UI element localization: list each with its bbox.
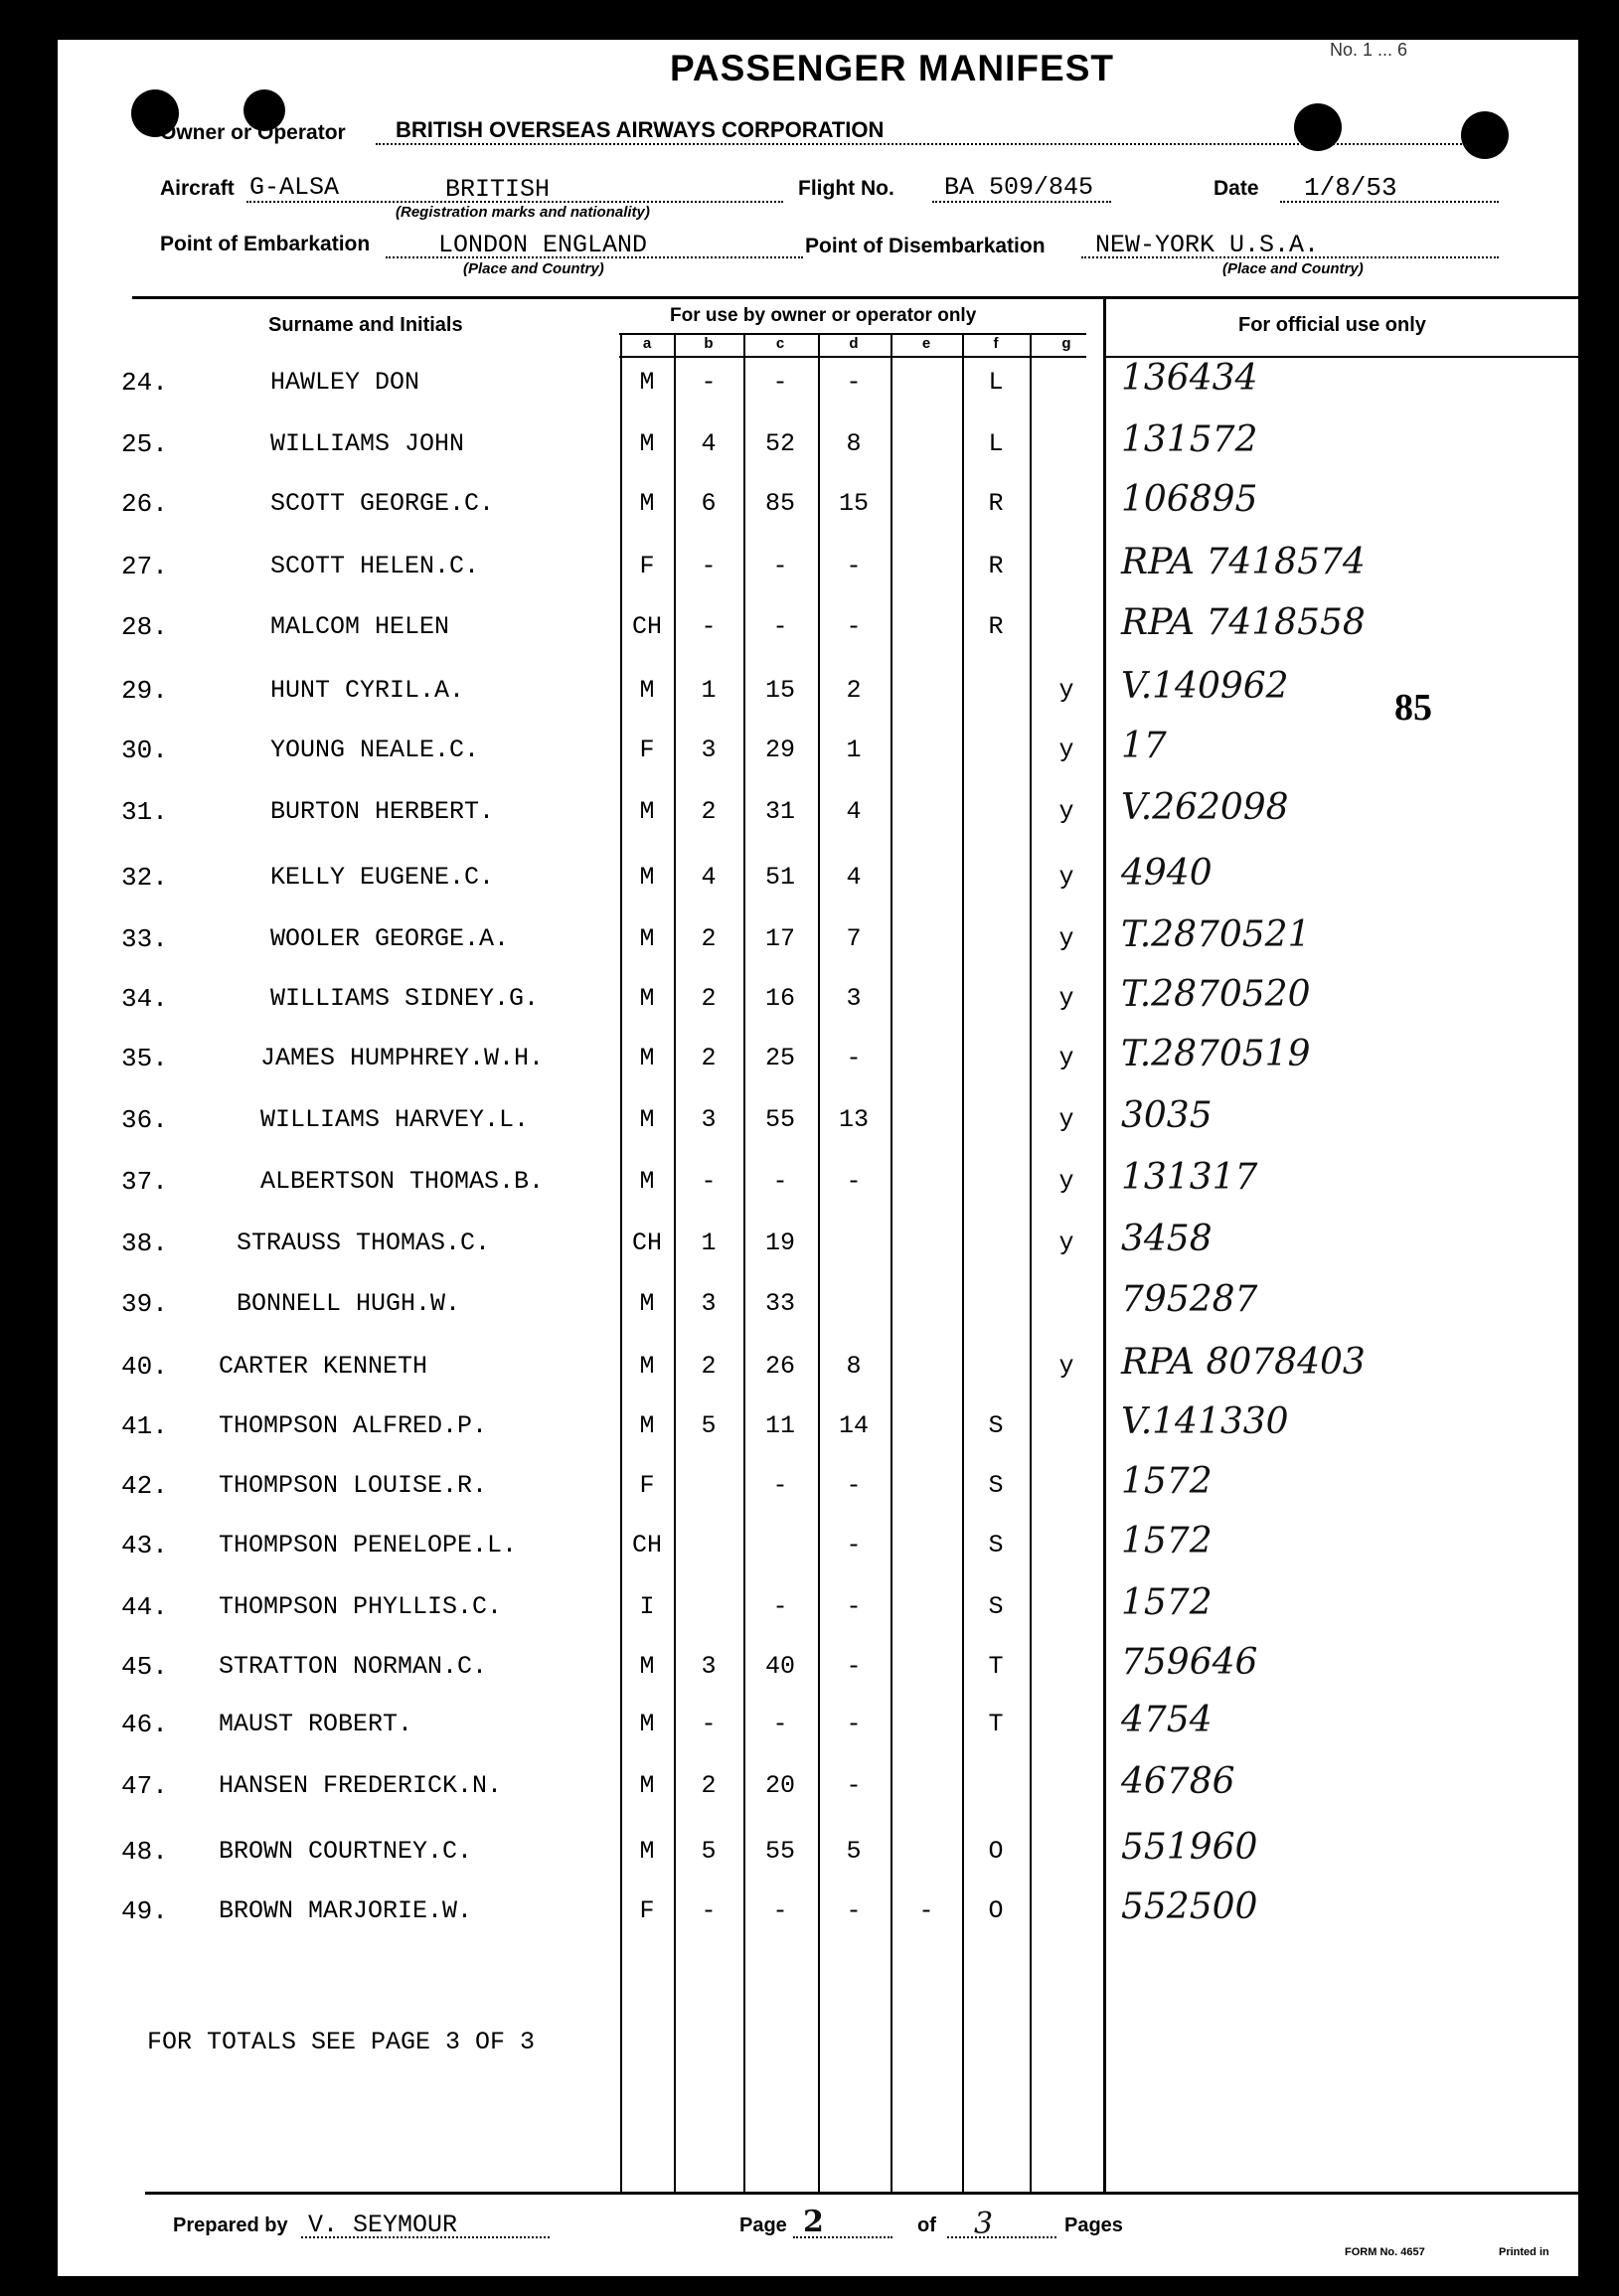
prepared-dotted-line [301, 2236, 550, 2238]
row-number: 34. [121, 984, 168, 1014]
surname-header: Surname and Initials [268, 314, 463, 336]
row-number: 25. [121, 429, 168, 459]
cell-c: - [772, 612, 788, 641]
row-number: 32. [121, 863, 168, 893]
cell-b: 3 [701, 1289, 717, 1318]
cell-b: 5 [701, 1411, 717, 1440]
cell-a: M [639, 984, 655, 1013]
cell-d: 13 [838, 1105, 869, 1134]
cell-a: M [639, 489, 655, 518]
header-bottom-rule [619, 356, 1086, 358]
cell-d: - [846, 1531, 862, 1559]
passenger-name: WILLIAMS HARVEY.L. [260, 1105, 530, 1134]
manifest-sheet [58, 40, 1578, 2276]
official-entry: RPA 7418574 [1121, 542, 1366, 582]
cell-a: CH [631, 1531, 662, 1559]
cell-b: 3 [701, 736, 717, 764]
page-dotted-line [793, 2236, 892, 2238]
cell-f: T [988, 1710, 1004, 1738]
cell-a: M [639, 429, 655, 458]
cell-f: S [988, 1411, 1004, 1440]
column-letter: b [704, 335, 714, 352]
cell-c: 85 [764, 489, 795, 518]
disembark-label: Point of Disembarkation [805, 235, 1046, 257]
aircraft-label: Aircraft [160, 177, 235, 200]
cell-d: - [846, 552, 862, 580]
official-entry: 17 [1121, 726, 1167, 766]
col-line-g [1030, 333, 1032, 2192]
cell-d: - [846, 1167, 862, 1196]
cell-c: - [772, 1896, 788, 1925]
official-entry: 3035 [1121, 1095, 1213, 1136]
column-letter: f [993, 335, 999, 352]
row-number: 47. [121, 1771, 168, 1801]
cell-c: 20 [764, 1771, 795, 1800]
cell-c: 40 [764, 1652, 795, 1681]
official-entry: 131317 [1121, 1157, 1258, 1198]
cell-a: M [639, 1411, 655, 1440]
passenger-name: KELLY EUGENE.C. [270, 863, 495, 892]
passenger-name: WILLIAMS JOHN [270, 429, 465, 458]
owner-dotted-line [376, 143, 1469, 145]
cell-f: R [988, 612, 1004, 641]
official-entry: V.140962 [1121, 666, 1289, 707]
official-entry: RPA 7418558 [1121, 602, 1366, 643]
official-entry: 1572 [1121, 1461, 1213, 1502]
cell-b: 2 [701, 1044, 717, 1072]
cell-f: S [988, 1471, 1004, 1500]
cell-f: L [988, 368, 1004, 397]
cell-b: - [701, 552, 717, 580]
cell-b: - [701, 368, 717, 397]
row-number: 28. [121, 612, 168, 642]
official-entry: 131572 [1121, 419, 1258, 460]
cell-a: M [639, 1289, 655, 1318]
cell-b: 2 [701, 1352, 717, 1381]
row-number: 37. [121, 1167, 168, 1197]
official-entry: 4754 [1121, 1700, 1213, 1740]
cell-f: L [988, 429, 1004, 458]
cell-c: 19 [764, 1229, 795, 1257]
margin-number: 85 [1394, 687, 1432, 729]
cell-a: M [639, 1352, 655, 1381]
cell-c: - [772, 1471, 788, 1500]
passenger-name: JAMES HUMPHREY.W.H. [260, 1044, 545, 1072]
printed-in: Printed in [1499, 2246, 1549, 2258]
cell-a: CH [631, 1229, 662, 1257]
cell-g: y [1058, 797, 1074, 826]
passenger-name: THOMPSON PENELOPE.L. [219, 1531, 518, 1559]
of-label: of [917, 2214, 936, 2236]
cell-c: - [772, 1592, 788, 1621]
cell-a: M [639, 863, 655, 892]
cell-d: - [846, 1044, 862, 1072]
nationality-value: BRITISH [445, 175, 551, 204]
corner-mark: No. 1 ... 6 [1330, 40, 1408, 60]
cell-b: - [701, 612, 717, 641]
of-dotted-line [947, 2236, 1056, 2238]
passenger-name: WILLIAMS SIDNEY.G. [270, 984, 540, 1013]
embark-value: LONDON ENGLAND [438, 231, 648, 259]
owner-use-header: For use by owner or operator only [670, 305, 977, 326]
cell-d: - [846, 1471, 862, 1500]
owner-label: Owner or Operator [160, 121, 346, 144]
passenger-name: MAUST ROBERT. [219, 1710, 413, 1738]
date-value: 1/8/53 [1304, 173, 1397, 203]
row-number: 30. [121, 736, 168, 765]
passenger-name: THOMPSON LOUISE.R. [219, 1471, 488, 1500]
official-entry: V.262098 [1121, 787, 1289, 828]
owner-value: BRITISH OVERSEAS AIRWAYS CORPORATION [396, 117, 885, 142]
cell-a: M [639, 1167, 655, 1196]
cell-b: - [701, 1710, 717, 1738]
cell-f: S [988, 1531, 1004, 1559]
row-number: 48. [121, 1837, 168, 1867]
passenger-name: BONNELL HUGH.W. [237, 1289, 461, 1318]
cell-c: 52 [764, 429, 795, 458]
official-use-header: For official use only [1238, 314, 1426, 336]
cell-a: M [639, 676, 655, 705]
cell-c: 55 [764, 1837, 795, 1866]
cell-d: 8 [846, 1352, 862, 1381]
cell-a: M [639, 924, 655, 953]
cell-c: 17 [764, 924, 795, 953]
cell-a: F [639, 1471, 655, 1500]
passenger-name: BROWN COURTNEY.C. [219, 1837, 473, 1866]
row-number: 38. [121, 1229, 168, 1258]
row-number: 39. [121, 1289, 168, 1319]
cell-d: 5 [846, 1837, 862, 1866]
cell-g: y [1058, 1167, 1074, 1196]
column-letter: g [1061, 335, 1071, 352]
passenger-name: BROWN MARJORIE.W. [219, 1896, 473, 1925]
row-number: 40. [121, 1352, 168, 1382]
cell-d: - [846, 1592, 862, 1621]
cell-c: - [772, 552, 788, 580]
row-number: 41. [121, 1411, 168, 1441]
cell-c: 26 [764, 1352, 795, 1381]
cell-d: 14 [838, 1411, 869, 1440]
pages-label: Pages [1064, 2214, 1123, 2236]
cell-c: 31 [764, 797, 795, 826]
official-entry: RPA 8078403 [1121, 1342, 1366, 1383]
official-entry: 3458 [1121, 1219, 1213, 1259]
cell-d: 2 [846, 676, 862, 705]
cell-d: 7 [846, 924, 862, 953]
cell-c: - [772, 1710, 788, 1738]
cell-c: 51 [764, 863, 795, 892]
punch-hole-right-2 [1461, 111, 1509, 159]
aircraft-dotted-line [246, 201, 783, 203]
passenger-name: BURTON HERBERT. [270, 797, 495, 826]
cell-c: 55 [764, 1105, 795, 1134]
cell-c: 11 [764, 1411, 795, 1440]
passenger-name: SCOTT GEORGE.C. [270, 489, 495, 518]
totals-note: FOR TOTALS SEE PAGE 3 OF 3 [147, 2028, 536, 2056]
cell-b: 3 [701, 1652, 717, 1681]
cell-d: - [846, 368, 862, 397]
official-entry: 795287 [1121, 1279, 1258, 1320]
official-entry: 4940 [1121, 853, 1213, 894]
cell-g: y [1058, 1105, 1074, 1134]
passenger-name: HAWLEY DON [270, 368, 420, 397]
column-letter: c [775, 335, 785, 352]
official-entry: 759646 [1121, 1642, 1258, 1683]
official-entry: 551960 [1121, 1827, 1258, 1868]
passenger-name: THOMPSON PHYLLIS.C. [219, 1592, 503, 1621]
row-number: 49. [121, 1896, 168, 1926]
passenger-name: ALBERTSON THOMAS.B. [260, 1167, 545, 1196]
cell-f: O [988, 1896, 1004, 1925]
cell-b: - [701, 1896, 717, 1925]
cell-b: 6 [701, 489, 717, 518]
cell-c: 16 [764, 984, 795, 1013]
cell-d: - [846, 612, 862, 641]
cell-a: CH [631, 612, 662, 641]
cell-f: R [988, 552, 1004, 580]
col-line-e [890, 333, 892, 2192]
cell-a: F [639, 552, 655, 580]
cell-c: 33 [764, 1289, 795, 1318]
official-entry: V.141330 [1121, 1401, 1289, 1442]
cell-d: 8 [846, 429, 862, 458]
row-number: 27. [121, 552, 168, 581]
row-number: 24. [121, 368, 168, 398]
date-dotted-line [1280, 201, 1499, 203]
official-entry: 106895 [1121, 479, 1258, 520]
passenger-name: STRAUSS THOMAS.C. [237, 1229, 491, 1257]
official-entry: T.2870521 [1121, 914, 1311, 955]
cell-c: - [772, 368, 788, 397]
flight-dotted-line [932, 201, 1111, 203]
passenger-name: SCOTT HELEN.C. [270, 552, 480, 580]
cell-c: 29 [764, 736, 795, 764]
cell-d: 4 [846, 797, 862, 826]
col-line-official [1103, 296, 1106, 2192]
cell-g: y [1058, 924, 1074, 953]
cell-a: F [639, 1896, 655, 1925]
page-label: Page [739, 2214, 787, 2236]
row-number: 44. [121, 1592, 168, 1622]
cell-a: I [639, 1592, 655, 1621]
cell-d: - [846, 1710, 862, 1738]
cell-a: M [639, 368, 655, 397]
cell-b: 4 [701, 863, 717, 892]
cell-g: y [1058, 676, 1074, 705]
cell-f: R [988, 489, 1004, 518]
cell-b: 1 [701, 1229, 717, 1257]
col-line-d [818, 333, 820, 2192]
cell-g: y [1058, 1352, 1074, 1381]
cell-a: M [639, 1710, 655, 1738]
prepared-value: V. SEYMOUR [308, 2211, 458, 2239]
passenger-name: WOOLER GEORGE.A. [270, 924, 510, 953]
cell-b: 3 [701, 1105, 717, 1134]
embark-dotted-line [386, 256, 803, 258]
table-top-rule [132, 296, 1578, 299]
cell-d: 1 [846, 736, 862, 764]
passenger-name: CARTER KENNETH [219, 1352, 428, 1381]
flight-label: Flight No. [798, 177, 894, 200]
row-number: 43. [121, 1531, 168, 1560]
cell-c: 15 [764, 676, 795, 705]
cell-d: 4 [846, 863, 862, 892]
row-number: 31. [121, 797, 168, 827]
cell-a: M [639, 1837, 655, 1866]
cell-b: 2 [701, 797, 717, 826]
cell-b: 5 [701, 1837, 717, 1866]
column-letter: e [921, 335, 931, 352]
passenger-name: THOMPSON ALFRED.P. [219, 1411, 488, 1440]
cell-g: y [1058, 736, 1074, 764]
cell-b: 2 [701, 1771, 717, 1800]
disembark-value: NEW-YORK U.S.A. [1095, 231, 1320, 259]
page-title: PASSENGER MANIFEST [670, 48, 1114, 88]
row-number: 29. [121, 676, 168, 706]
footer-rule [145, 2192, 1578, 2195]
cell-e: - [918, 1896, 934, 1925]
row-number: 35. [121, 1044, 168, 1073]
passenger-name: MALCOM HELEN [270, 612, 450, 641]
cell-f: T [988, 1652, 1004, 1681]
page-value: 2 [803, 2205, 824, 2239]
date-label: Date [1214, 177, 1259, 200]
column-letter: a [642, 335, 652, 352]
official-entry: 552500 [1121, 1886, 1258, 1927]
official-entry: 1572 [1121, 1521, 1213, 1561]
cell-d: 3 [846, 984, 862, 1013]
row-number: 42. [121, 1471, 168, 1501]
cell-d: - [846, 1652, 862, 1681]
cell-f: S [988, 1592, 1004, 1621]
embark-note: (Place and Country) [463, 260, 604, 277]
cell-b: - [701, 1167, 717, 1196]
row-number: 45. [121, 1652, 168, 1682]
passenger-name: YOUNG NEALE.C. [270, 736, 480, 764]
col-line-f [962, 333, 964, 2192]
cell-a: F [639, 736, 655, 764]
cell-b: 4 [701, 429, 717, 458]
cell-c: 25 [764, 1044, 795, 1072]
aircraft-value: G-ALSA [249, 173, 340, 202]
official-entry: T.2870519 [1121, 1034, 1311, 1074]
cell-b: 1 [701, 676, 717, 705]
cell-c: - [772, 1167, 788, 1196]
embark-label: Point of Embarkation [160, 233, 371, 255]
cell-b: 2 [701, 924, 717, 953]
official-entry: 1572 [1121, 1582, 1213, 1623]
flight-value: BA 509/845 [944, 173, 1094, 202]
of-value: 3 [974, 2207, 994, 2241]
row-number: 33. [121, 924, 168, 954]
form-number: FORM No. 4657 [1345, 2246, 1425, 2258]
official-entry: 46786 [1121, 1761, 1235, 1802]
row-number: 46. [121, 1710, 168, 1739]
cell-g: y [1058, 1229, 1074, 1257]
cell-a: M [639, 1105, 655, 1134]
row-number: 36. [121, 1105, 168, 1135]
cell-d: 15 [838, 489, 869, 518]
cell-g: y [1058, 984, 1074, 1013]
cell-a: M [639, 1044, 655, 1072]
cell-a: M [639, 1652, 655, 1681]
passenger-name: STRATTON NORMAN.C. [219, 1652, 488, 1681]
cell-g: y [1058, 1044, 1074, 1072]
passenger-name: HUNT CYRIL.A. [270, 676, 465, 705]
prepared-label: Prepared by [173, 2214, 288, 2236]
official-entry: 136434 [1121, 358, 1258, 399]
cell-b: 2 [701, 984, 717, 1013]
cell-a: M [639, 1771, 655, 1800]
disembark-dotted-line [1081, 256, 1499, 258]
cell-g: y [1058, 863, 1074, 892]
cell-d: - [846, 1771, 862, 1800]
col-line-c [743, 333, 745, 2192]
row-number: 26. [121, 489, 168, 519]
cell-f: O [988, 1837, 1004, 1866]
passenger-name: HANSEN FREDERICK.N. [219, 1771, 503, 1800]
cell-d: - [846, 1896, 862, 1925]
column-letter: d [849, 335, 859, 352]
registration-note: (Registration marks and nationality) [396, 204, 650, 221]
cell-a: M [639, 797, 655, 826]
official-entry: T.2870520 [1121, 974, 1311, 1015]
disembark-note: (Place and Country) [1222, 260, 1364, 277]
